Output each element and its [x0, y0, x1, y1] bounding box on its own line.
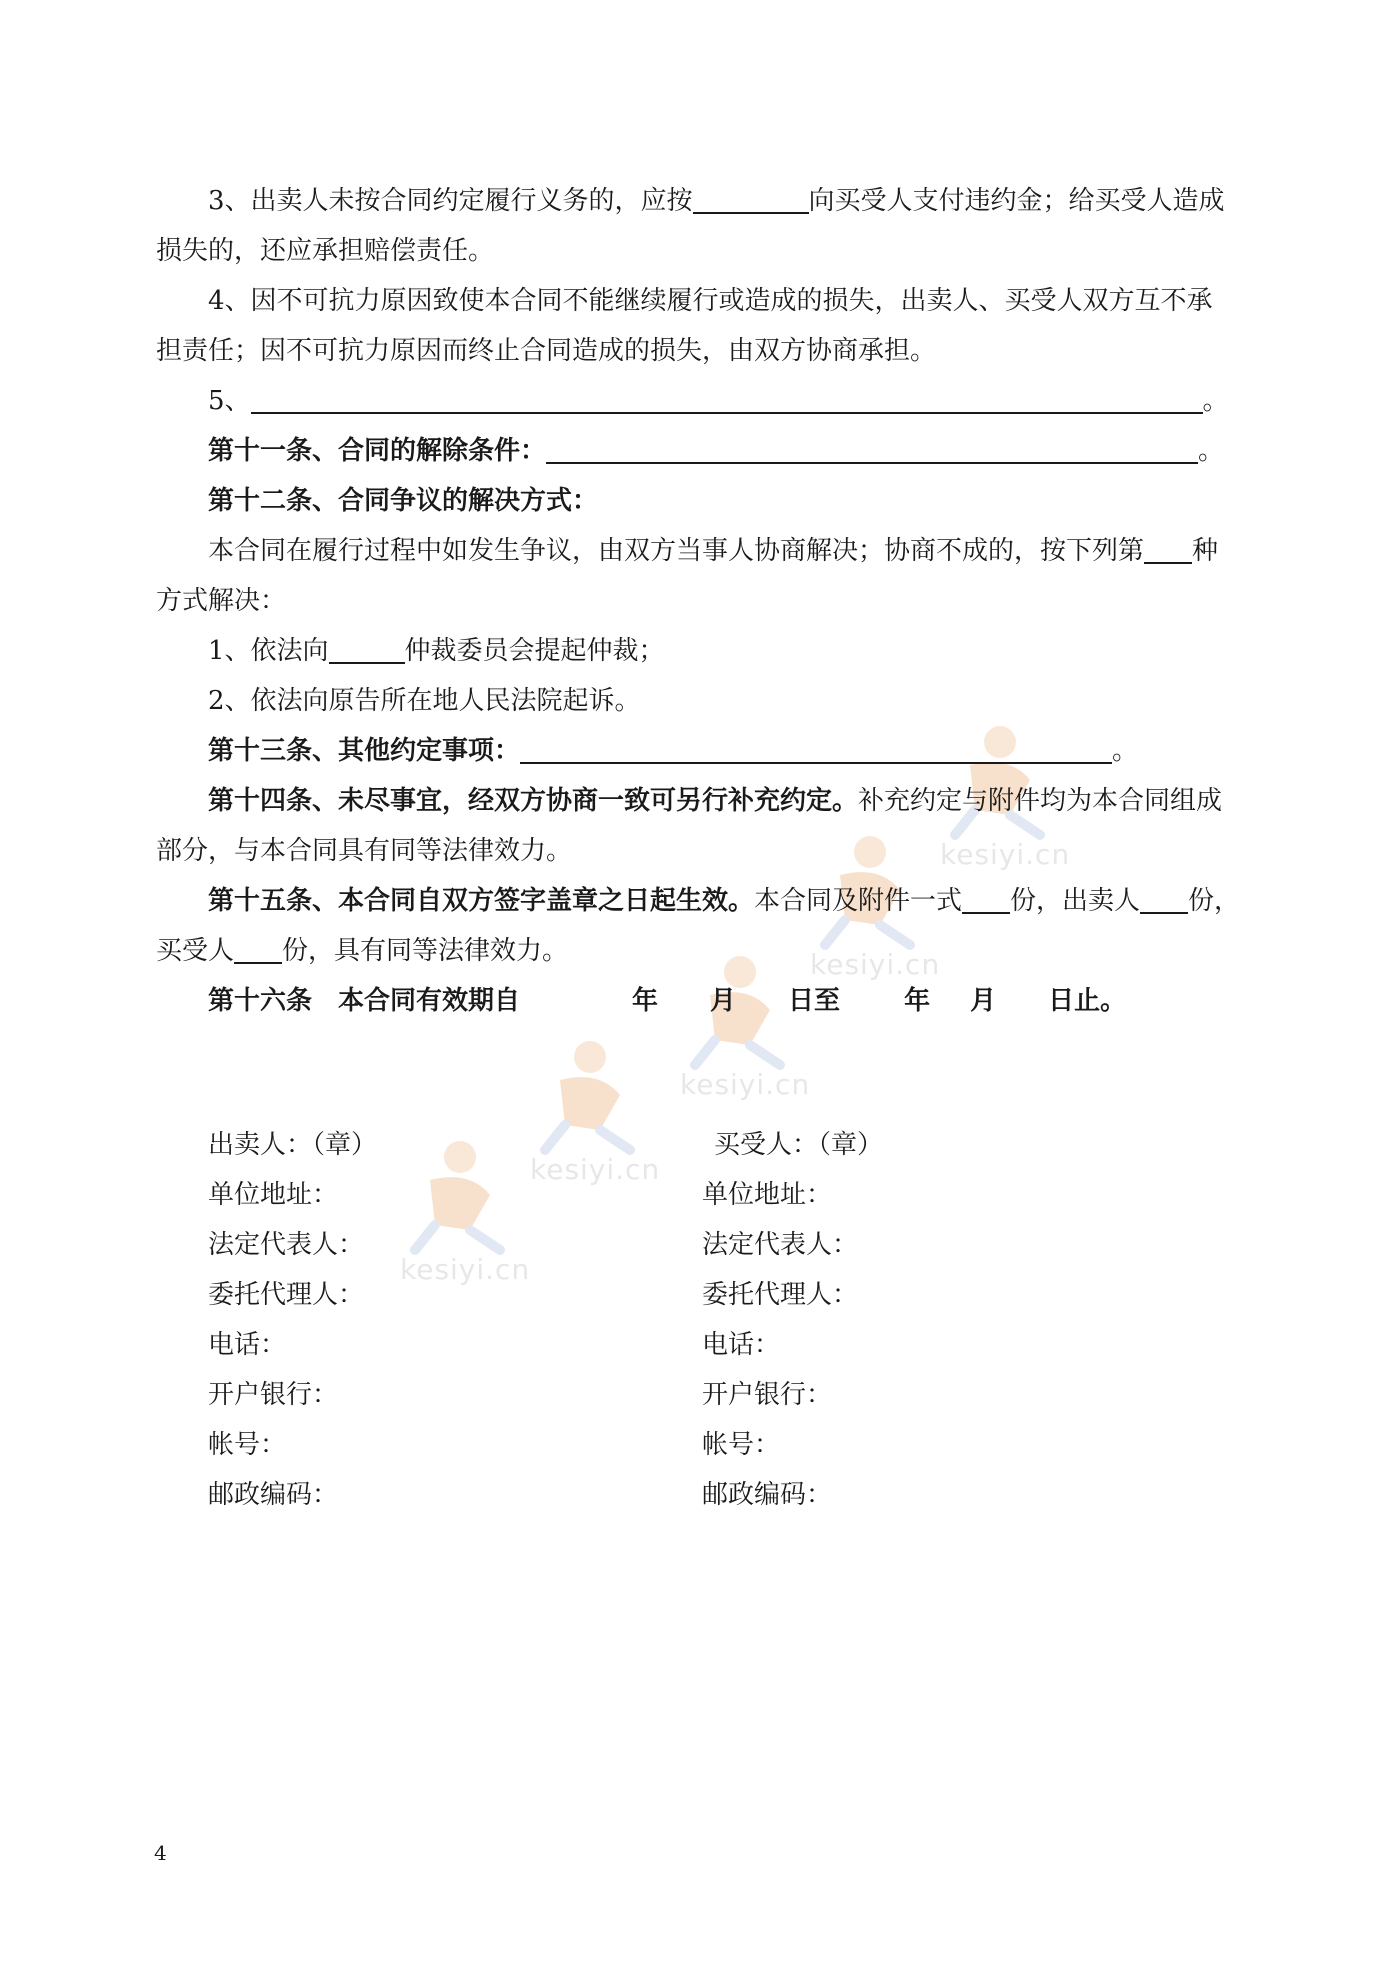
arbitration-committee-blank	[329, 632, 405, 664]
watermark	[510, 1035, 661, 1186]
other-matters-blank	[520, 732, 1112, 764]
article-12-option-1: 1、依法向 仲裁委员会提起仲裁；	[208, 626, 1218, 676]
clause-10-4: 4、因不可抗力原因致使本合同不能继续履行或造成的损失，出卖人、买受人双方互不承	[208, 286, 1213, 316]
clause-10-3-cont: 损失的，还应承担赔偿责任。	[156, 236, 495, 266]
seller-title: 出卖人：（章）	[208, 1130, 378, 1160]
buyer-phone-label: 电话：	[702, 1330, 781, 1360]
watermark-text: kesiyi.cn	[530, 1153, 661, 1186]
clause-10-4-cont: 担责任；因不可抗力原因而终止合同造成的损失，由双方协商承担。	[156, 336, 937, 366]
watermark-text: kesiyi.cn	[940, 838, 1071, 871]
clause-10-5: 5、 。	[208, 376, 1218, 426]
seller-bank-label: 开户银行：	[208, 1380, 339, 1410]
article-12-title: 第十二条、合同争议的解决方式：	[208, 486, 599, 516]
watermark	[380, 1135, 531, 1286]
buyer-address-label: 单位地址：	[702, 1180, 833, 1210]
seller-account-label: 帐号：	[208, 1430, 287, 1460]
seller-phone-label: 电话：	[208, 1330, 287, 1360]
article-13: 第十三条、其他约定事项： 。	[208, 726, 1218, 776]
buyer-title: 买受人：（章）	[714, 1130, 884, 1160]
seller-postcode-label: 邮政编码：	[208, 1480, 339, 1510]
article-14: 第十四条、未尽事宜，经双方协商一致可另行补充约定。补充约定与附件均为本合同组成	[208, 786, 1223, 816]
article-15: 第十五条、本合同自双方签字盖章之日起生效。本合同及附件一式 份，出卖人 份，	[208, 876, 1218, 926]
copies-buyer-blank	[234, 932, 282, 964]
clause-10-3: 3、出卖人未按合同约定履行义务的，应按 向买受人支付违约金；给买受人造成	[208, 176, 1218, 226]
buyer-bank-label: 开户银行：	[702, 1380, 833, 1410]
article-16: 第十六条 本合同有效期自 年 月 日至 年 月 日止。	[208, 986, 1127, 1016]
buyer-account-label: 帐号：	[702, 1430, 781, 1460]
dispute-method-blank	[1144, 532, 1192, 564]
article-14-cont: 部分，与本合同具有同等法律效力。	[156, 836, 573, 866]
watermark-runner-icon	[380, 1135, 530, 1255]
seller-address-label: 单位地址：	[208, 1180, 339, 1210]
copies-seller-blank	[1140, 882, 1188, 914]
buyer-legal-rep-label: 法定代表人：	[702, 1230, 859, 1260]
article-12-option-2: 2、依法向原告所在地人民法院起诉。	[208, 686, 641, 716]
buyer-postcode-label: 邮政编码：	[702, 1480, 833, 1510]
termination-conditions-blank	[546, 432, 1198, 464]
watermark-text: kesiyi.cn	[810, 948, 941, 981]
seller-legal-rep-label: 法定代表人：	[208, 1230, 365, 1260]
watermark-runner-icon	[510, 1035, 660, 1155]
article-15-cont: 买受人 份，具有同等法律效力。	[156, 926, 1218, 976]
watermark-text: kesiyi.cn	[680, 1068, 811, 1101]
page-number: 4	[154, 1841, 167, 1865]
watermark-text: kesiyi.cn	[400, 1253, 531, 1286]
clause-5-blank	[251, 382, 1203, 414]
article-12-body: 本合同在履行过程中如发生争议，由双方当事人协商解决；协商不成的，按下列第 种	[208, 526, 1218, 576]
article-11: 第十一条、合同的解除条件： 。	[208, 426, 1218, 476]
penalty-blank	[693, 182, 809, 214]
buyer-agent-label: 委托代理人：	[702, 1280, 859, 1310]
seller-agent-label: 委托代理人：	[208, 1280, 365, 1310]
copies-total-blank	[962, 882, 1010, 914]
article-12-body-cont: 方式解决：	[156, 586, 287, 616]
